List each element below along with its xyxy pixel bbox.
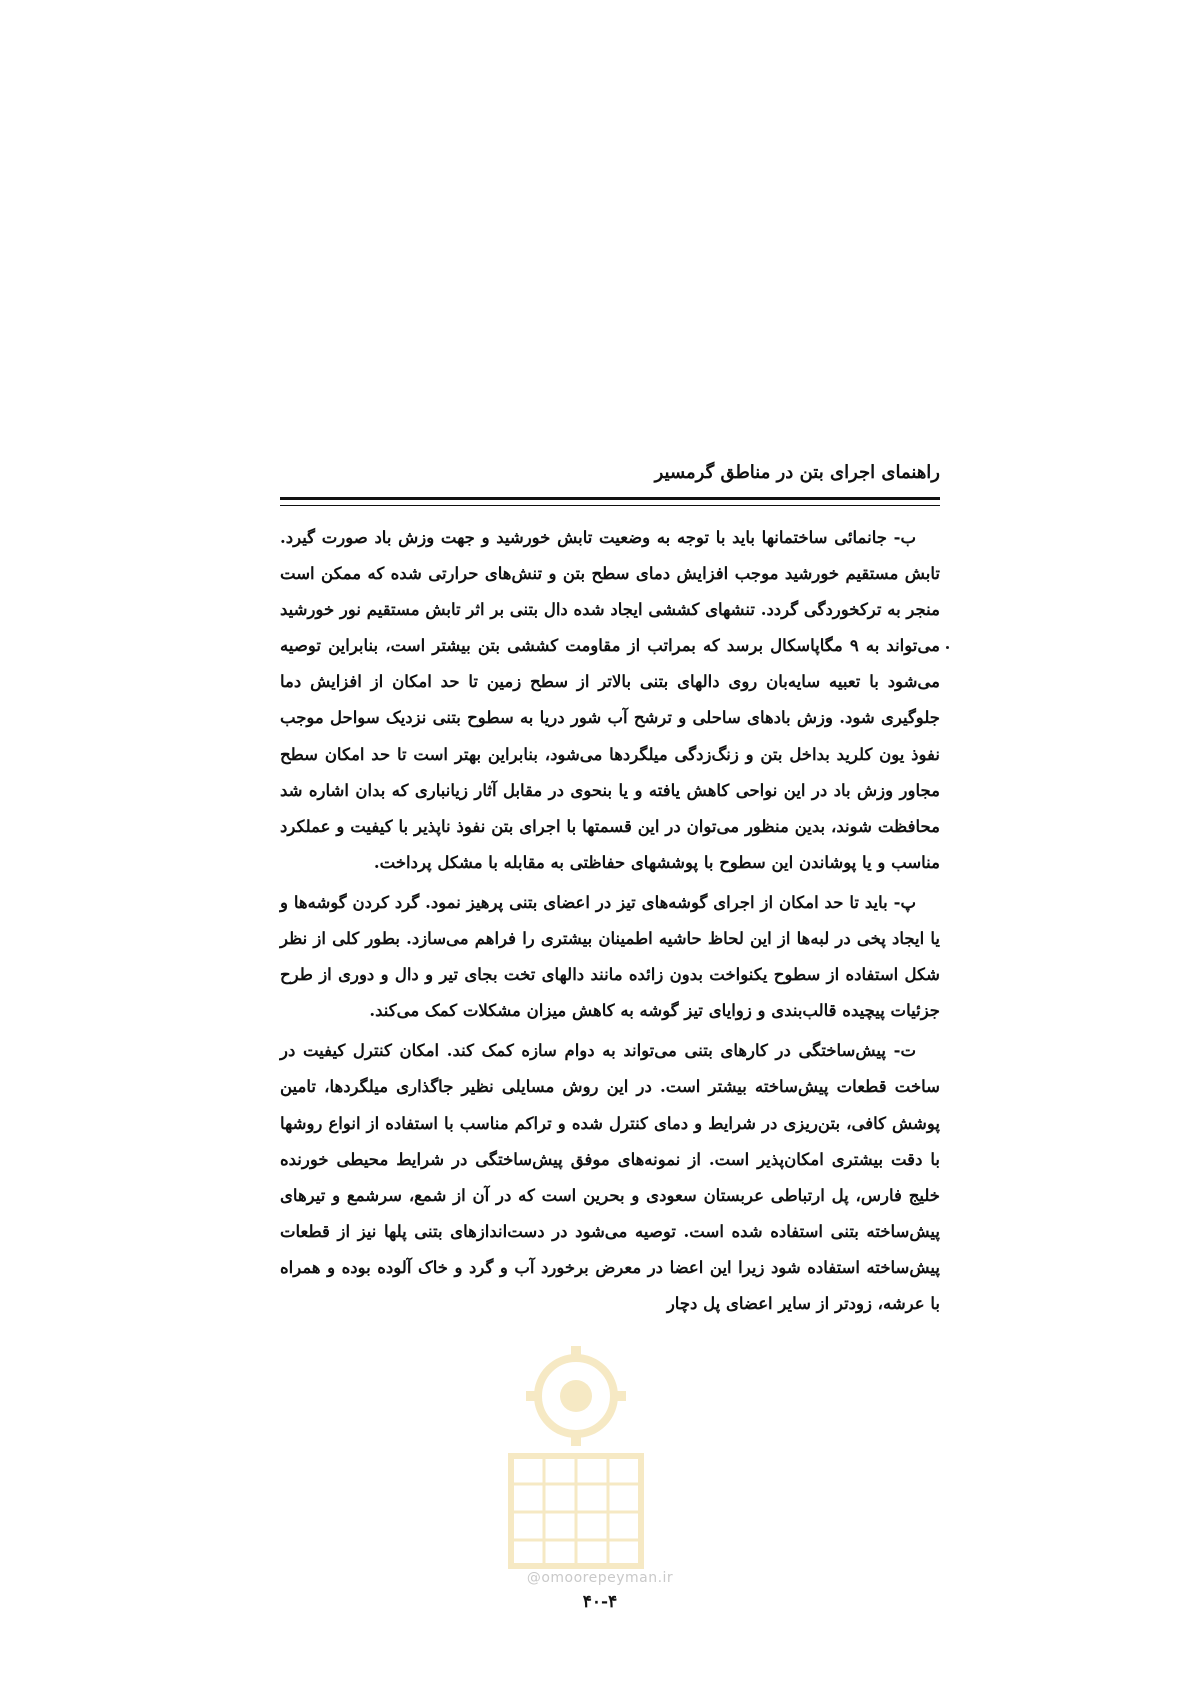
stray-mark <box>946 646 949 649</box>
header-divider <box>280 497 940 506</box>
page-header-title: راهنمای اجرای بتن در مناطق گرمسیر <box>654 462 940 483</box>
page-number: ۴۰-۴ <box>582 1592 618 1612</box>
document-body <box>280 520 940 1326</box>
paragraph-b: ب- جانمائی ساختمانها باید با توجه به وضعیت تابش خورشید و جهت وزش باد صورت گیرد. تابش مستقیم خورشید موجب افزایش دمای سطح بتن و تنش‌های حرارتی شده که ممکن است منجر به ترکخوردگی گردد. تنشهای کششی ایجاد شده دال بتنی بر اثر تابش مستقیم نور خورشید می‌تواند به ۹ مگاپاسکال برسد که بمراتب از مقاومت کششی بتن بیشتر است، بنابراین توصیه می‌شود با تعبیه سایه‌بان روی دالهای بتنی بالاتر از سطح زمین تا حد امکان از افزایش دما جلوگیری شود. وزش بادهای ساحلی و ترشح آب شور دریا به سطوح بتنی نزدیک سواحل موجب نفوذ یون کلرید بداخل بتن و زنگ‌زدگی میلگردها می‌شود، بنابراین بهتر است تا حد امکان سطح مجاور وزش باد در این نواحی کاهش یافته و یا بنحوی در مقابل آثار زیانباری که بدان اشاره شد محافظت شوند، بدین منظور می‌توان در این قسمتها با اجرای بتن نفوذ ناپذیر با کیفیت و عملکرد مناسب و یا پوشاندن این سطوح با پوششهای حفاظتی به مقابله با مشکل پرداخت. <box>280 528 940 872</box>
watermark-logo-icon <box>486 1336 666 1576</box>
paragraph-t: ت- پیش‌ساختگی در کارهای بتنی می‌تواند به دوام سازه کمک کند. امکان کنترل کیفیت در ساخت قطعات پیش‌ساخته بیشتر است. در این روش مسایلی نظیر جاگذاری میلگردها، تامین پوشش کافی، بتن‌ریزی در شرایط و دمای کنترل شده و تراکم مناسب با استفاده از انواع روشها با دقت بیشتری امکان‌پذیر است. از نمونه‌های موفق پیش‌ساختگی در شرایط محیطی خورنده خلیج فارس، پل ارتباطی عربستان سعودی و بحرین است که در آن از شمع، سرشمع و تیرهای پیش‌ساخته بتنی استفاده شده است. توصیه می‌شود در دست‌اندازهای بتنی پلها نیز از قطعات پیش‌ساخته استفاده شود زیرا این اعضا در معرض برخورد آب و گرد و خاک آلوده بوده و همراه با عرشه، زودتر از سایر اعضای پل دچار <box>280 1041 940 1313</box>
paragraph-p: پ- باید تا حد امکان از اجرای گوشه‌های تیز در اعضای بتنی پرهیز نمود. گرد کردن گوشه‌ها و یا ایجاد پخی در لبه‌ها از این لحاظ حاشیه اطمینان بیشتری را فراهم می‌سازد. بطور کلی از نظر شکل استفاده از سطوح یکنواخت بدون زائده مانند دالهای تخت بجای تیر و دال و دوری از طرح جزئیات پیچیده قالب‌بندی و زوایای تیز گوشه به کاهش میزان مشکلات کمک می‌کند. <box>280 892 940 1021</box>
watermark-caption: @omoorepeyman.ir <box>526 1570 674 1586</box>
